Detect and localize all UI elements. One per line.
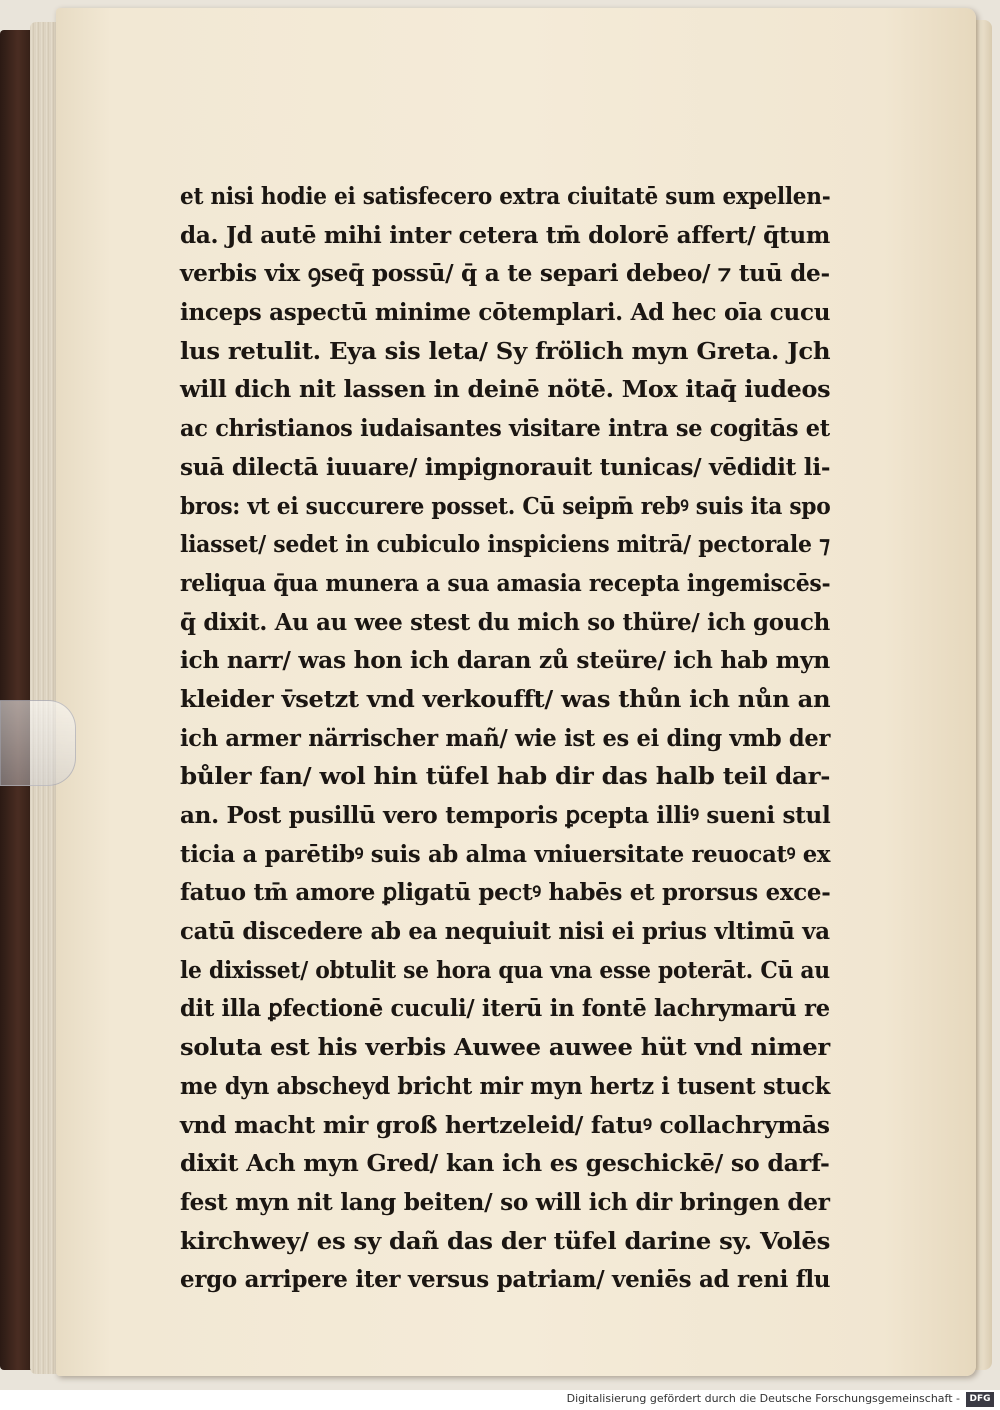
text-line: kirchwey/ es sy dañ das der tüfel darine sy. Volēs xyxy=(180,1227,831,1255)
text-line: ergo arripere iter versus patriam/ veniēs ad reni flu xyxy=(180,1266,831,1294)
text-line: kleider v̄setzt vnd verkoufft/ was thůn ich nůn an xyxy=(180,685,831,713)
text-line: will dich nit lassen in deinē nötē. Mox itaq̄ iudeos xyxy=(180,376,831,404)
page-text-block xyxy=(180,178,840,1300)
text-line: ich armer närrischer mañ/ wie ist es ei ding vmb der xyxy=(180,724,831,752)
text-line: bůler fan/ wol hin tüfel hab dir das halb teil dar- xyxy=(180,763,831,791)
text-line: catū discedere ab ea nequiuit nisi ei prius vltimū va xyxy=(180,918,830,946)
plastic-clip xyxy=(0,700,76,786)
text-line: bros: vt ei succurere posset. Cū seipm̄ rebꝰ suis ita spo xyxy=(180,492,831,520)
text-line: lus retulit. Eya sis leta/ Sy frölich myn Greta. Jch xyxy=(180,337,831,365)
text-line: da. Jd autē mihi inter cetera tm̄ dolorē affert/ q̄tum xyxy=(180,221,831,249)
text-line: suā dilectā iuuare/ impignorauit tunicas/ vēdidit li- xyxy=(180,453,831,481)
text-line: le dixisset/ obtulit se hora qua vna esse poterāt. Cū au xyxy=(180,956,830,984)
text-line: an. Post pusillū vero temporis ꝑcepta illiꝰ sueni stul xyxy=(180,802,831,829)
text-line: vnd macht mir groß hertzeleid/ fatuꝰ collachrymās xyxy=(180,1111,830,1139)
text-line: reliqua q̄ua munera a sua amasia recepta ingemiscēs- xyxy=(180,569,831,597)
dfg-logo: DFG xyxy=(966,1392,994,1407)
text-line: ticia a parētibꝰ suis ab alma vniuersitate reuocatꝰ ex xyxy=(180,840,831,868)
text-line: me dyn abscheyd bricht mir myn hertz i tusent stuck xyxy=(180,1072,830,1100)
text-line: ac christianos iudaisantes visitare intra se cogitās et xyxy=(180,415,830,443)
text-line: soluta est his verbis Auwee auwee hüt vnd nimer xyxy=(180,1034,830,1062)
footer-credit: Digitalisierung gefördert durch die Deutsche Forschungsgemeinschaft - xyxy=(566,1392,960,1405)
text-line: dit illa ꝑfectionē cuculi/ iterū in fontē lachrymarū re xyxy=(180,995,830,1023)
text-line: inceps aspectū minime cōtemplari. Ad hec oīa cucu xyxy=(180,299,831,327)
text-line: ich narr/ was hon ich daran zů steüre/ ich hab myn xyxy=(180,647,830,675)
text-line: et nisi hodie ei satisfecero extra ciuitatē sum expellen- xyxy=(180,183,831,210)
text-line: fatuo tm̄ amore ꝑligatū pectꝰ habēs et prorsus exce- xyxy=(180,879,831,907)
text-line: liasset/ sedet in cubiculo inspiciens mitrā/ pectorale ⁊ xyxy=(180,531,830,559)
text-line: dixit Ach myn Gred/ kan ich es geschickē/ so darf- xyxy=(180,1150,830,1178)
footer-bar xyxy=(0,1390,1000,1410)
text-line: fest myn nit lang beiten/ so will ich dir bringen der xyxy=(180,1188,830,1216)
text-line: q̄ dixit. Au au wee stest du mich so thüre/ ich gouch xyxy=(180,608,830,636)
text-line: verbis vix ꝯseq̄ possū/ q̄ a te separi debeo/ ⁊ tuū de- xyxy=(180,260,830,288)
